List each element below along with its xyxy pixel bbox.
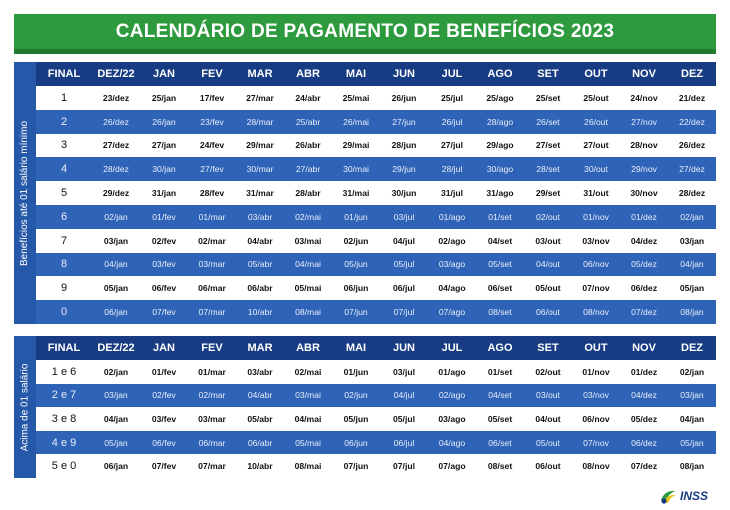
section2-col-header: AGO bbox=[476, 336, 524, 360]
section1-date-cell: 06/jul bbox=[380, 276, 428, 300]
section2-date-cell: 03/nov bbox=[572, 384, 620, 408]
section2-date-cell: 04/ago bbox=[428, 431, 476, 455]
section1-date-cell: 07/fev bbox=[140, 300, 188, 324]
section2-side-text: Acima de 01 salário bbox=[19, 363, 31, 451]
section1-date-cell: 31/jan bbox=[140, 181, 188, 205]
section1-date-cell: 27/jul bbox=[428, 134, 476, 158]
section1-date-cell: 02/fev bbox=[140, 229, 188, 253]
section1-date-cell: 29/mar bbox=[236, 134, 284, 158]
section1-table-row bbox=[36, 229, 716, 253]
section2-date-cell: 05/jan bbox=[92, 431, 140, 455]
section1-date-cell: 26/dez bbox=[92, 110, 140, 134]
section2-final-cell: 5 e 0 bbox=[36, 454, 92, 478]
inss-logo bbox=[659, 488, 708, 504]
section1-date-cell: 29/jun bbox=[380, 157, 428, 181]
section1-final-cell: 8 bbox=[36, 253, 92, 277]
section2-col-header: FINAL bbox=[36, 336, 92, 360]
section1-col-header: FEV bbox=[188, 62, 236, 86]
section2-col-header: ABR bbox=[284, 336, 332, 360]
section1-date-cell: 02/mar bbox=[188, 229, 236, 253]
section1-date-cell: 04/jan bbox=[668, 253, 716, 277]
logo-text: INSS bbox=[679, 489, 708, 503]
section2-col-header: FEV bbox=[188, 336, 236, 360]
section1-date-cell: 26/jul bbox=[428, 110, 476, 134]
section1-date-cell: 28/set bbox=[524, 157, 572, 181]
section1-date-cell: 27/dez bbox=[668, 157, 716, 181]
section1-date-cell: 30/mai bbox=[332, 157, 380, 181]
section2-date-cell: 08/jan bbox=[668, 454, 716, 478]
section2-date-cell: 05/out bbox=[524, 431, 572, 455]
section1-date-cell: 26/abr bbox=[284, 134, 332, 158]
section2-final-cell: 3 e 8 bbox=[36, 407, 92, 431]
section2-date-cell: 06/nov bbox=[572, 407, 620, 431]
section2-table bbox=[36, 336, 716, 478]
section2-table-row bbox=[36, 360, 716, 384]
section1-date-cell: 25/jul bbox=[428, 86, 476, 110]
section1-col-header: OUT bbox=[572, 62, 620, 86]
section2-date-cell: 08/mai bbox=[284, 454, 332, 478]
section1-date-cell: 26/jun bbox=[380, 86, 428, 110]
section2-date-cell: 06/abr bbox=[236, 431, 284, 455]
section1-date-cell: 06/jun bbox=[332, 276, 380, 300]
section1-final-cell: 0 bbox=[36, 300, 92, 324]
section1-date-cell: 31/mar bbox=[236, 181, 284, 205]
section1-date-cell: 30/mar bbox=[236, 157, 284, 181]
section1-date-cell: 08/set bbox=[476, 300, 524, 324]
section2-date-cell: 04/dez bbox=[620, 384, 668, 408]
section2-col-header: NOV bbox=[620, 336, 668, 360]
section1-final-cell: 3 bbox=[36, 134, 92, 158]
section1-date-cell: 04/ago bbox=[428, 276, 476, 300]
section1-col-header: DEZ bbox=[668, 62, 716, 86]
section2-col-header: JUL bbox=[428, 336, 476, 360]
section2-date-cell: 04/jul bbox=[380, 384, 428, 408]
section1-col-header: ABR bbox=[284, 62, 332, 86]
section1-date-cell: 02/jan bbox=[92, 205, 140, 229]
section1-date-cell: 08/jan bbox=[668, 300, 716, 324]
section1-date-cell: 03/jul bbox=[380, 205, 428, 229]
section2-table-row bbox=[36, 431, 716, 455]
section2-date-cell: 04/jan bbox=[668, 407, 716, 431]
section1-date-cell: 24/fev bbox=[188, 134, 236, 158]
section2-header-row bbox=[36, 336, 716, 360]
section1-date-cell: 31/mai bbox=[332, 181, 380, 205]
section2-date-cell: 01/fev bbox=[140, 360, 188, 384]
section1-date-cell: 27/nov bbox=[620, 110, 668, 134]
section1-date-cell: 01/dez bbox=[620, 205, 668, 229]
section1-final-cell: 1 bbox=[36, 86, 92, 110]
section2-date-cell: 08/set bbox=[476, 454, 524, 478]
section1-date-cell: 27/mar bbox=[236, 86, 284, 110]
section1-date-cell: 31/ago bbox=[476, 181, 524, 205]
section2-date-cell: 02/out bbox=[524, 360, 572, 384]
section1-table-row bbox=[36, 110, 716, 134]
section1-date-cell: 06/out bbox=[524, 300, 572, 324]
section1-date-cell: 03/fev bbox=[140, 253, 188, 277]
section1-date-cell: 28/abr bbox=[284, 181, 332, 205]
section1-table-row bbox=[36, 300, 716, 324]
section1-table-row bbox=[36, 157, 716, 181]
section1-date-cell: 05/jan bbox=[668, 276, 716, 300]
section2-date-cell: 03/abr bbox=[236, 360, 284, 384]
section2-date-cell: 03/mai bbox=[284, 384, 332, 408]
section2-date-cell: 06/mar bbox=[188, 431, 236, 455]
section2-date-cell: 02/fev bbox=[140, 384, 188, 408]
section1-date-cell: 03/nov bbox=[572, 229, 620, 253]
section2-final-cell: 4 e 9 bbox=[36, 431, 92, 455]
section1-date-cell: 06/fev bbox=[140, 276, 188, 300]
section1-date-cell: 23/fev bbox=[188, 110, 236, 134]
section1-col-header: JUL bbox=[428, 62, 476, 86]
section1-date-cell: 06/jan bbox=[92, 300, 140, 324]
section1-side-label bbox=[14, 62, 36, 324]
section1-date-cell: 07/dez bbox=[620, 300, 668, 324]
section2-date-cell: 03/fev bbox=[140, 407, 188, 431]
section2-date-cell: 04/mai bbox=[284, 407, 332, 431]
section1-date-cell: 04/dez bbox=[620, 229, 668, 253]
section1-date-cell: 04/mai bbox=[284, 253, 332, 277]
section1-date-cell: 03/mai bbox=[284, 229, 332, 253]
section2-col-header: MAR bbox=[236, 336, 284, 360]
section1-date-cell: 30/jan bbox=[140, 157, 188, 181]
section2-date-cell: 01/ago bbox=[428, 360, 476, 384]
section1-date-cell: 27/out bbox=[572, 134, 620, 158]
section1-date-cell: 07/jul bbox=[380, 300, 428, 324]
section2-side-label bbox=[14, 336, 36, 478]
section1-final-cell: 5 bbox=[36, 181, 92, 205]
section1-date-cell: 28/jun bbox=[380, 134, 428, 158]
section1-date-cell: 30/ago bbox=[476, 157, 524, 181]
section1-date-cell: 05/jun bbox=[332, 253, 380, 277]
section1-date-cell: 29/ago bbox=[476, 134, 524, 158]
section1-date-cell: 26/jan bbox=[140, 110, 188, 134]
section2-table-row bbox=[36, 384, 716, 408]
section2-date-cell: 07/jul bbox=[380, 454, 428, 478]
section1-date-cell: 05/mai bbox=[284, 276, 332, 300]
section1-date-cell: 28/dez bbox=[668, 181, 716, 205]
section2-date-cell: 01/dez bbox=[620, 360, 668, 384]
section2-col-header: MAI bbox=[332, 336, 380, 360]
section1-date-cell: 27/jan bbox=[140, 134, 188, 158]
section1-date-cell: 06/dez bbox=[620, 276, 668, 300]
section1-col-header: JUN bbox=[380, 62, 428, 86]
section2-date-cell: 03/jul bbox=[380, 360, 428, 384]
section1-date-cell: 26/dez bbox=[668, 134, 716, 158]
section1-final-cell: 9 bbox=[36, 276, 92, 300]
section2-date-cell: 02/jan bbox=[668, 360, 716, 384]
section1-date-cell: 25/jan bbox=[140, 86, 188, 110]
section1-date-cell: 07/mar bbox=[188, 300, 236, 324]
section2-date-cell: 07/jun bbox=[332, 454, 380, 478]
section1-date-cell: 04/out bbox=[524, 253, 572, 277]
section1-final-cell: 6 bbox=[36, 205, 92, 229]
section1-col-header: NOV bbox=[620, 62, 668, 86]
section1-header-row bbox=[36, 62, 716, 86]
section1-date-cell: 28/ago bbox=[476, 110, 524, 134]
section1-date-cell: 30/out bbox=[572, 157, 620, 181]
section2-date-cell: 05/jan bbox=[668, 431, 716, 455]
section1-date-cell: 03/abr bbox=[236, 205, 284, 229]
section1-date-cell: 05/abr bbox=[236, 253, 284, 277]
section1-date-cell: 03/out bbox=[524, 229, 572, 253]
section2-date-cell: 04/set bbox=[476, 384, 524, 408]
section1-final-cell: 4 bbox=[36, 157, 92, 181]
section2-date-cell: 02/ago bbox=[428, 384, 476, 408]
section1-date-cell: 27/set bbox=[524, 134, 572, 158]
section1-date-cell: 04/jan bbox=[92, 253, 140, 277]
section1-col-header: AGO bbox=[476, 62, 524, 86]
section1-date-cell: 27/dez bbox=[92, 134, 140, 158]
section1-date-cell: 06/set bbox=[476, 276, 524, 300]
section1-date-cell: 04/abr bbox=[236, 229, 284, 253]
section1-date-cell: 28/mar bbox=[236, 110, 284, 134]
section1-table-row bbox=[36, 134, 716, 158]
section1-date-cell: 02/jun bbox=[332, 229, 380, 253]
section1-table-row bbox=[36, 205, 716, 229]
section2-date-cell: 06/fev bbox=[140, 431, 188, 455]
section1-date-cell: 01/nov bbox=[572, 205, 620, 229]
section1-col-header: JAN bbox=[140, 62, 188, 86]
section2-date-cell: 07/mar bbox=[188, 454, 236, 478]
section1-date-cell: 05/set bbox=[476, 253, 524, 277]
section-minimum-wage bbox=[14, 62, 716, 324]
section1-date-cell: 02/out bbox=[524, 205, 572, 229]
section2-date-cell: 01/nov bbox=[572, 360, 620, 384]
section1-col-header: DEZ/22 bbox=[92, 62, 140, 86]
section1-date-cell: 05/dez bbox=[620, 253, 668, 277]
section1-date-cell: 25/out bbox=[572, 86, 620, 110]
section1-date-cell: 30/jun bbox=[380, 181, 428, 205]
section1-date-cell: 08/nov bbox=[572, 300, 620, 324]
section1-date-cell: 26/out bbox=[572, 110, 620, 134]
section2-date-cell: 08/nov bbox=[572, 454, 620, 478]
section1-date-cell: 28/dez bbox=[92, 157, 140, 181]
section1-col-header: FINAL bbox=[36, 62, 92, 86]
section2-date-cell: 05/mai bbox=[284, 431, 332, 455]
section1-date-cell: 05/jul bbox=[380, 253, 428, 277]
section1-date-cell: 01/jun bbox=[332, 205, 380, 229]
section1-date-cell: 04/set bbox=[476, 229, 524, 253]
section1-date-cell: 08/mai bbox=[284, 300, 332, 324]
section1-date-cell: 26/set bbox=[524, 110, 572, 134]
section1-date-cell: 27/abr bbox=[284, 157, 332, 181]
section2-date-cell: 03/mar bbox=[188, 407, 236, 431]
section1-date-cell: 29/dez bbox=[92, 181, 140, 205]
section2-date-cell: 05/set bbox=[476, 407, 524, 431]
section1-date-cell: 27/fev bbox=[188, 157, 236, 181]
section1-date-cell: 22/dez bbox=[668, 110, 716, 134]
section1-date-cell: 29/nov bbox=[620, 157, 668, 181]
section1-date-cell: 02/ago bbox=[428, 229, 476, 253]
section1-date-cell: 02/jan bbox=[668, 205, 716, 229]
section1-date-cell: 02/mai bbox=[284, 205, 332, 229]
section2-date-cell: 03/jan bbox=[668, 384, 716, 408]
section1-date-cell: 25/mai bbox=[332, 86, 380, 110]
page-title: CALENDÁRIO DE PAGAMENTO DE BENEFÍCIOS 2023 bbox=[115, 20, 615, 42]
section2-date-cell: 05/jul bbox=[380, 407, 428, 431]
section2-col-header: DEZ/22 bbox=[92, 336, 140, 360]
section1-date-cell: 01/set bbox=[476, 205, 524, 229]
section1-date-cell: 05/out bbox=[524, 276, 572, 300]
section1-date-cell: 07/jun bbox=[332, 300, 380, 324]
section1-date-cell: 03/jan bbox=[668, 229, 716, 253]
section2-date-cell: 03/jan bbox=[92, 384, 140, 408]
section2-date-cell: 02/jun bbox=[332, 384, 380, 408]
section2-date-cell: 06/dez bbox=[620, 431, 668, 455]
section2-col-header: JUN bbox=[380, 336, 428, 360]
section1-date-cell: 21/dez bbox=[668, 86, 716, 110]
section1-date-cell: 03/ago bbox=[428, 253, 476, 277]
section2-date-cell: 05/jun bbox=[332, 407, 380, 431]
inss-logo-icon bbox=[659, 488, 677, 504]
section2-date-cell: 03/out bbox=[524, 384, 572, 408]
section2-date-cell: 07/ago bbox=[428, 454, 476, 478]
section2-date-cell: 04/jan bbox=[92, 407, 140, 431]
section1-table-row bbox=[36, 86, 716, 110]
section2-date-cell: 01/set bbox=[476, 360, 524, 384]
section2-col-header: DEZ bbox=[668, 336, 716, 360]
section1-date-cell: 24/abr bbox=[284, 86, 332, 110]
section2-date-cell: 01/jun bbox=[332, 360, 380, 384]
section2-date-cell: 02/mar bbox=[188, 384, 236, 408]
section2-col-header: SET bbox=[524, 336, 572, 360]
section1-final-cell: 2 bbox=[36, 110, 92, 134]
section1-date-cell: 25/abr bbox=[284, 110, 332, 134]
section2-date-cell: 04/out bbox=[524, 407, 572, 431]
section1-date-cell: 24/nov bbox=[620, 86, 668, 110]
section2-date-cell: 06/jan bbox=[92, 454, 140, 478]
section1-col-header: SET bbox=[524, 62, 572, 86]
section1-date-cell: 28/nov bbox=[620, 134, 668, 158]
section2-date-cell: 03/ago bbox=[428, 407, 476, 431]
section2-final-cell: 1 e 6 bbox=[36, 360, 92, 384]
section2-date-cell: 02/mai bbox=[284, 360, 332, 384]
section1-date-cell: 27/jun bbox=[380, 110, 428, 134]
section1-date-cell: 06/mar bbox=[188, 276, 236, 300]
section1-table-row bbox=[36, 276, 716, 300]
section2-date-cell: 04/abr bbox=[236, 384, 284, 408]
section2-date-cell: 07/dez bbox=[620, 454, 668, 478]
section1-date-cell: 28/fev bbox=[188, 181, 236, 205]
section1-date-cell: 01/mar bbox=[188, 205, 236, 229]
section1-table-row bbox=[36, 253, 716, 277]
section2-date-cell: 02/jan bbox=[92, 360, 140, 384]
section2-date-cell: 05/abr bbox=[236, 407, 284, 431]
section1-date-cell: 04/jul bbox=[380, 229, 428, 253]
section2-date-cell: 06/set bbox=[476, 431, 524, 455]
section1-date-cell: 25/ago bbox=[476, 86, 524, 110]
section2-date-cell: 06/jul bbox=[380, 431, 428, 455]
section1-date-cell: 23/dez bbox=[92, 86, 140, 110]
section1-date-cell: 03/jan bbox=[92, 229, 140, 253]
section1-date-cell: 30/nov bbox=[620, 181, 668, 205]
section2-table-row bbox=[36, 454, 716, 478]
section1-date-cell: 29/mai bbox=[332, 134, 380, 158]
section1-date-cell: 26/mai bbox=[332, 110, 380, 134]
section1-date-cell: 01/fev bbox=[140, 205, 188, 229]
section2-final-cell: 2 e 7 bbox=[36, 384, 92, 408]
section2-date-cell: 07/nov bbox=[572, 431, 620, 455]
section-above-minimum-wage bbox=[14, 336, 716, 478]
section1-date-cell: 03/mar bbox=[188, 253, 236, 277]
section2-col-header: OUT bbox=[572, 336, 620, 360]
section2-date-cell: 06/out bbox=[524, 454, 572, 478]
section1-date-cell: 10/abr bbox=[236, 300, 284, 324]
section1-table bbox=[36, 62, 716, 324]
section1-date-cell: 06/abr bbox=[236, 276, 284, 300]
title-banner bbox=[14, 14, 716, 54]
section1-col-header: MAI bbox=[332, 62, 380, 86]
section1-col-header: MAR bbox=[236, 62, 284, 86]
section2-date-cell: 05/dez bbox=[620, 407, 668, 431]
section2-table-row bbox=[36, 407, 716, 431]
section1-side-text: Benefícios até 01 salário mínimo bbox=[19, 120, 31, 266]
section1-date-cell: 01/ago bbox=[428, 205, 476, 229]
section1-date-cell: 06/nov bbox=[572, 253, 620, 277]
section1-date-cell: 17/fev bbox=[188, 86, 236, 110]
section2-date-cell: 07/fev bbox=[140, 454, 188, 478]
section2-date-cell: 01/mar bbox=[188, 360, 236, 384]
section1-table-row bbox=[36, 181, 716, 205]
section1-date-cell: 07/ago bbox=[428, 300, 476, 324]
section1-date-cell: 29/set bbox=[524, 181, 572, 205]
section1-date-cell: 05/jan bbox=[92, 276, 140, 300]
section2-date-cell: 06/jun bbox=[332, 431, 380, 455]
section2-date-cell: 10/abr bbox=[236, 454, 284, 478]
section1-date-cell: 07/nov bbox=[572, 276, 620, 300]
section1-date-cell: 28/jul bbox=[428, 157, 476, 181]
section1-date-cell: 31/out bbox=[572, 181, 620, 205]
section1-date-cell: 31/jul bbox=[428, 181, 476, 205]
section2-col-header: JAN bbox=[140, 336, 188, 360]
section1-date-cell: 25/set bbox=[524, 86, 572, 110]
section1-final-cell: 7 bbox=[36, 229, 92, 253]
